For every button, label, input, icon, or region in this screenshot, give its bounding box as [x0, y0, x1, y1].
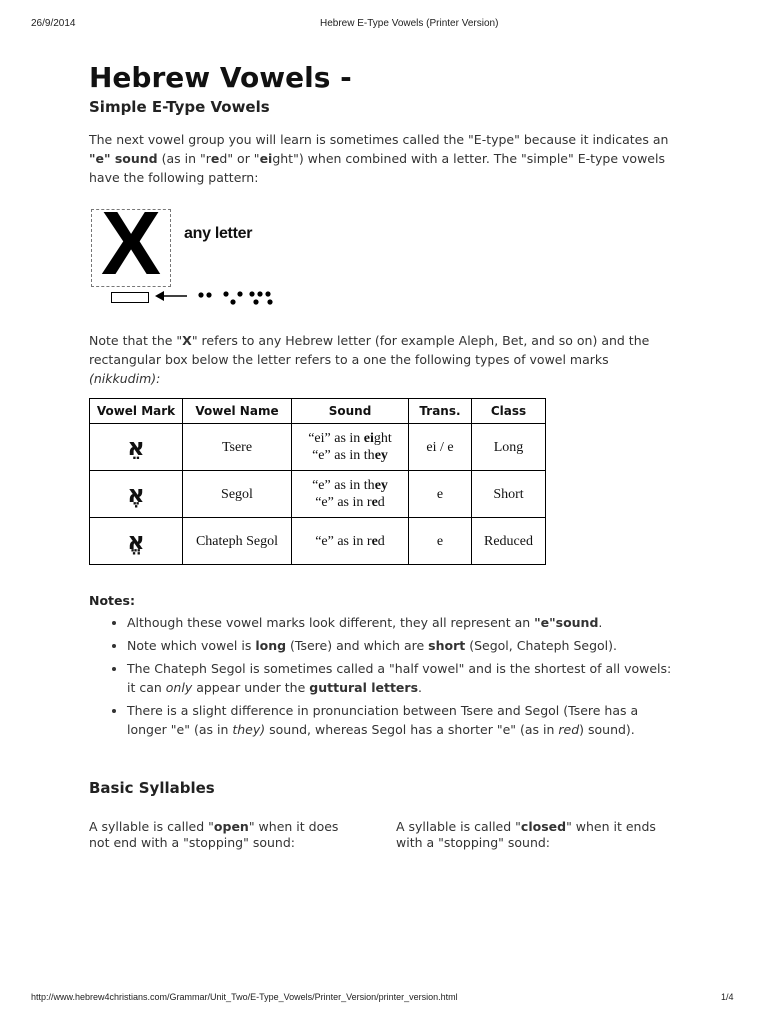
- intro-bold: e: [210, 151, 220, 166]
- note-text: .: [598, 615, 603, 630]
- syllable-text: A syllable is called ": [396, 819, 521, 834]
- sound-text: ght: [373, 431, 392, 446]
- note-bold: "e"sound: [534, 615, 599, 630]
- note-text: " refers to any Hebrew letter (for example Aleph, Bet, and so on) and the rectangular box below the letter refers to a one the following types of vowel marks: [89, 333, 650, 367]
- note-text: .: [418, 680, 422, 695]
- note-text: Note that the ": [89, 333, 183, 348]
- note-text: appear under the: [192, 680, 310, 695]
- syllable-columns: [89, 819, 679, 859]
- note-text: Although these vowel marks look different, they all represent an: [127, 615, 535, 630]
- intro-bold: "e" sound: [89, 151, 158, 166]
- note-paragraph: [89, 331, 679, 388]
- syllable-text: " when it ends with a "stopping" sound:: [396, 819, 656, 850]
- arrow-left-icon: [155, 289, 189, 303]
- chateph-segol-mark: אֱ: [127, 526, 145, 555]
- list-item: [127, 636, 679, 655]
- syllable-bold: open: [213, 819, 249, 834]
- sound-bold: ey: [374, 478, 388, 493]
- note-bold: X: [182, 333, 192, 348]
- sound-bold: e: [371, 533, 378, 549]
- syllable-text: A syllable is called ": [89, 819, 214, 834]
- intro-text: ght") when combined with a letter. The "simple" E-type vowels have the following pattern:: [89, 151, 665, 185]
- sound-cell: [292, 424, 409, 471]
- syllable-text: " when it does not end with a "stopping" sound:: [89, 819, 339, 850]
- class-cell: Reduced: [472, 518, 546, 565]
- note-text: Note which vowel is: [127, 638, 256, 653]
- trans-cell: e: [409, 518, 472, 565]
- note-bold: short: [428, 638, 466, 653]
- table-header-row: [90, 399, 546, 424]
- list-item: [127, 613, 679, 632]
- note-text: There is a slight difference in pronunciation between Tsere and Segol (Tsere has a longer "e" (as in: [127, 703, 639, 737]
- class-cell: Short: [472, 471, 546, 518]
- page-url[interactable]: http://www.hebrew4christians.com/Grammar/Unit_Two/E-Type_Vowels/Printer_Version/printer_version.html: [31, 992, 458, 1002]
- sound-bold: ei: [363, 431, 374, 446]
- vowel-dots-icon: [196, 289, 278, 309]
- note-bold: long: [255, 638, 287, 653]
- intro-bold: ei: [259, 151, 273, 166]
- sound-text: d: [377, 533, 385, 549]
- sound-text: “e” as in r: [315, 533, 372, 549]
- note-text: (Segol, Chateph Segol).: [465, 638, 617, 653]
- note-italic: red: [558, 722, 580, 737]
- note-text: (Tsere) and which are: [286, 638, 429, 653]
- sound-text: “e” as in r: [315, 495, 372, 510]
- note-text: ) sound).: [579, 722, 635, 737]
- page-subtitle: Simple E-Type Vowels: [89, 98, 270, 116]
- notes-heading: Notes:: [89, 593, 135, 608]
- table-row: [90, 471, 546, 518]
- sound-text: d: [377, 495, 385, 510]
- intro-paragraph: [89, 130, 679, 187]
- col-header-vowel-name: Vowel Name: [183, 399, 292, 424]
- page-title: Hebrew Vowels -: [89, 61, 352, 94]
- print-date: 26/9/2014: [31, 18, 76, 29]
- any-letter-label: any letter: [184, 225, 253, 242]
- sound-cell: [292, 471, 409, 518]
- intro-text: The next vowel group you will learn is sometimes called the "E-type" because it indicates an: [89, 132, 669, 147]
- sound-bold: ey: [374, 448, 388, 463]
- vowel-mark-cell: [90, 518, 183, 565]
- intro-text: d" or ": [219, 151, 260, 166]
- segol-mark: אֶ: [127, 479, 145, 508]
- vowel-mark-box: [111, 292, 149, 303]
- basic-syllables-heading: Basic Syllables: [89, 779, 215, 797]
- vowel-pattern-diagram: [89, 194, 679, 323]
- table-row: [90, 424, 546, 471]
- trans-cell: e: [409, 471, 472, 518]
- notes-list: [89, 613, 679, 739]
- placeholder-letter: X: [100, 194, 162, 294]
- vowel-table: [89, 398, 546, 565]
- main-content: [89, 60, 679, 859]
- col-header-class: Class: [472, 399, 546, 424]
- list-item: [127, 659, 679, 697]
- vowel-mark-cell: [90, 471, 183, 518]
- note-text: The Chateph Segol is sometimes called a "half vowel" and is the shortest of all vowels: it can: [127, 661, 672, 695]
- vowel-name-cell: Segol: [183, 471, 292, 518]
- sound-text: “e” as in th: [312, 478, 375, 493]
- vowel-mark-cell: [90, 424, 183, 471]
- vowel-name-cell: Tsere: [183, 424, 292, 471]
- trans-cell: ei / e: [409, 424, 472, 471]
- page-number: 1/4: [721, 992, 734, 1002]
- note-text: sound, whereas Segol has a shorter "e" (as in: [265, 722, 559, 737]
- sound-text: “ei” as in: [308, 431, 364, 446]
- closed-syllable-text: [396, 819, 656, 851]
- table-row: [90, 518, 546, 565]
- note-italic: only: [165, 680, 193, 695]
- sound-text: “e” as in th: [312, 448, 375, 463]
- tsere-mark: אֵ: [127, 432, 145, 461]
- col-header-vowel-mark: Vowel Mark: [90, 399, 183, 424]
- col-header-sound: Sound: [292, 399, 409, 424]
- col-header-trans: Trans.: [409, 399, 472, 424]
- open-syllable-text: [89, 819, 349, 851]
- note-italic: they): [232, 722, 266, 737]
- intro-text: (as in "r: [157, 151, 211, 166]
- syllable-bold: closed: [520, 819, 567, 834]
- sound-bold: e: [371, 495, 378, 510]
- print-title: Hebrew E-Type Vowels (Printer Version): [320, 18, 499, 29]
- note-bold: guttural letters: [309, 680, 419, 695]
- list-item: [127, 701, 679, 739]
- class-cell: Long: [472, 424, 546, 471]
- sound-cell: [292, 518, 409, 565]
- vowel-name-cell: Chateph Segol: [183, 518, 292, 565]
- note-italic: (nikkudim):: [89, 371, 161, 386]
